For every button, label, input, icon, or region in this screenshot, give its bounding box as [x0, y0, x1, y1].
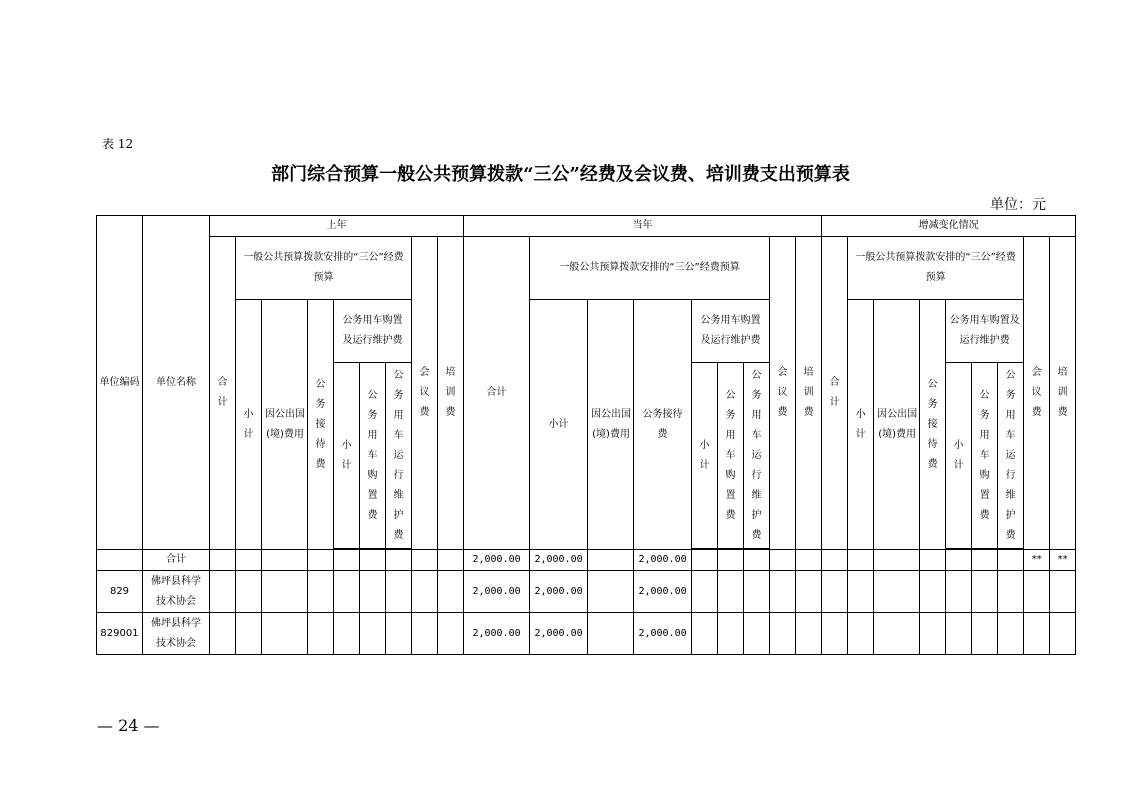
cell-value	[334, 613, 360, 655]
header-curr-vehicle: 公务用车购置及运行维护费	[692, 300, 770, 363]
cell-value	[386, 550, 412, 571]
header-change-total: 合计	[822, 237, 848, 550]
cell-value	[236, 571, 262, 613]
cell-value	[848, 571, 874, 613]
cell-value	[920, 571, 946, 613]
cell-value: 2,000.00	[634, 571, 692, 613]
cell-value	[692, 613, 718, 655]
cell-value	[236, 550, 262, 571]
cell-value	[946, 550, 972, 571]
cell-value	[770, 550, 796, 571]
header-prev-sangong: 一般公共预算拨款安排的“三公”经费预算	[236, 237, 412, 300]
header-change-vehicle-purchase: 公务用车购置费	[972, 363, 998, 549]
cell-value	[972, 571, 998, 613]
cell-value: 2,000.00	[464, 571, 530, 613]
cell-value	[874, 550, 920, 571]
document-title: 部门综合预算一般公共预算拨款“三公”经费及会议费、培训费支出预算表	[271, 164, 850, 185]
cell-value	[822, 571, 848, 613]
header-change-meeting: 会议费	[1024, 237, 1050, 550]
cell-value	[972, 550, 998, 571]
cell-value	[308, 571, 334, 613]
header-unit-name: 单位名称	[143, 216, 210, 550]
header-curr-subtotal: 小计	[530, 300, 588, 550]
cell-value	[308, 550, 334, 571]
cell-value	[1024, 571, 1050, 613]
header-prev-vehicle-purchase: 公务用车购置费	[360, 363, 386, 549]
cell-value	[848, 550, 874, 571]
unit-label: 单位：元	[990, 197, 1046, 213]
header-prev-vehicle: 公务用车购置及运行维护费	[334, 300, 412, 363]
header-change-training: 培训费	[1050, 237, 1076, 550]
cell-value	[438, 550, 464, 571]
cell-value	[744, 550, 770, 571]
cell-value	[822, 550, 848, 571]
cell-value	[718, 613, 744, 655]
cell-name: 合计	[143, 550, 210, 571]
cell-value	[998, 550, 1024, 571]
cell-value	[874, 613, 920, 655]
cell-value	[920, 550, 946, 571]
header-curr-vehicle-subtotal: 小计	[692, 363, 718, 549]
cell-value	[386, 613, 412, 655]
cell-value	[692, 571, 718, 613]
cell-value	[412, 613, 438, 655]
cell-name: 佛坪县科学技术协会	[143, 571, 210, 613]
cell-value	[744, 571, 770, 613]
cell-value	[796, 571, 822, 613]
cell-value	[920, 613, 946, 655]
header-curr-meeting: 会议费	[770, 237, 796, 550]
header-change-vehicle-operation: 公务用车运行维护费	[998, 363, 1024, 549]
cell-value: **	[1024, 550, 1050, 571]
cell-value	[386, 571, 412, 613]
cell-value	[412, 550, 438, 571]
cell-value: 2,000.00	[530, 550, 588, 571]
cell-value	[718, 550, 744, 571]
cell-code: 829	[97, 571, 143, 613]
header-prev-subtotal: 小计	[236, 300, 262, 550]
cell-value	[1050, 613, 1076, 655]
header-curr-reception: 公务接待费	[634, 300, 692, 550]
header-current-year: 当年	[464, 216, 822, 237]
cell-value: 2,000.00	[530, 571, 588, 613]
header-prev-reception: 公务接待费	[308, 300, 334, 550]
cell-value	[308, 613, 334, 655]
cell-value	[334, 550, 360, 571]
header-prev-vehicle-operation: 公务用车运行维护费	[386, 363, 412, 549]
header-curr-vehicle-purchase: 公务用车购置费	[718, 363, 744, 549]
header-curr-training: 培训费	[796, 237, 822, 550]
cell-value	[588, 550, 634, 571]
header-change: 增减变化情况	[822, 216, 1076, 237]
header-curr-total: 合计	[464, 237, 530, 550]
cell-value: **	[1050, 550, 1076, 571]
cell-value	[998, 571, 1024, 613]
cell-name: 佛坪县科学技术协会	[143, 613, 210, 655]
cell-code: 829001	[97, 613, 143, 655]
cell-value	[334, 571, 360, 613]
header-change-abroad: 因公出国(境)费用	[874, 300, 920, 550]
cell-value	[588, 571, 634, 613]
cell-value: 2,000.00	[634, 613, 692, 655]
cell-value	[210, 550, 236, 571]
header-change-subtotal: 小计	[848, 300, 874, 550]
table-row	[97, 613, 1076, 655]
table-row-total	[97, 550, 1076, 571]
header-change-reception: 公务接待费	[920, 300, 946, 550]
header-previous-year: 上年	[210, 216, 464, 237]
page-number: — 24 —	[97, 716, 160, 735]
cell-value	[412, 571, 438, 613]
cell-value: 2,000.00	[634, 550, 692, 571]
cell-value	[262, 571, 308, 613]
table-label: 表 12	[102, 137, 134, 151]
header-curr-sangong: 一般公共预算拨款安排的“三公”经费预算	[530, 237, 770, 300]
cell-value	[946, 613, 972, 655]
cell-value	[998, 613, 1024, 655]
cell-value	[770, 613, 796, 655]
cell-value	[360, 571, 386, 613]
header-prev-meeting: 会议费	[412, 237, 438, 550]
header-change-sangong: 一般公共预算拨款安排的“三公”经费预算	[848, 237, 1024, 300]
cell-value: 2,000.00	[464, 613, 530, 655]
cell-value	[1050, 571, 1076, 613]
header-prev-vehicle-subtotal: 小计	[334, 363, 360, 549]
cell-value	[972, 613, 998, 655]
cell-value	[946, 571, 972, 613]
cell-value	[718, 571, 744, 613]
cell-value	[848, 613, 874, 655]
cell-value: 2,000.00	[530, 613, 588, 655]
cell-value	[438, 613, 464, 655]
cell-value	[822, 613, 848, 655]
cell-value	[210, 613, 236, 655]
cell-value	[588, 613, 634, 655]
cell-value	[1024, 613, 1050, 655]
header-change-vehicle-subtotal: 小计	[946, 363, 972, 549]
cell-value: 2,000.00	[464, 550, 530, 571]
cell-value	[796, 613, 822, 655]
cell-value	[262, 613, 308, 655]
table-row	[97, 571, 1076, 613]
cell-value	[874, 571, 920, 613]
header-prev-abroad: 因公出国(境)费用	[262, 300, 308, 550]
cell-value	[770, 571, 796, 613]
cell-value	[262, 550, 308, 571]
cell-value	[360, 550, 386, 571]
header-prev-training: 培训费	[438, 237, 464, 550]
header-prev-total: 合计	[210, 237, 236, 550]
cell-value	[744, 613, 770, 655]
cell-value	[236, 613, 262, 655]
header-unit-code: 单位编码	[97, 216, 143, 550]
cell-value	[796, 550, 822, 571]
header-curr-abroad: 因公出国(境)费用	[588, 300, 634, 550]
header-curr-vehicle-operation: 公务用车运行维护费	[744, 363, 770, 549]
budget-table	[96, 215, 1076, 655]
cell-code	[97, 550, 143, 571]
cell-value	[438, 571, 464, 613]
header-change-vehicle: 公务用车购置及运行维护费	[946, 300, 1024, 363]
cell-value	[692, 550, 718, 571]
cell-value	[210, 571, 236, 613]
cell-value	[360, 613, 386, 655]
